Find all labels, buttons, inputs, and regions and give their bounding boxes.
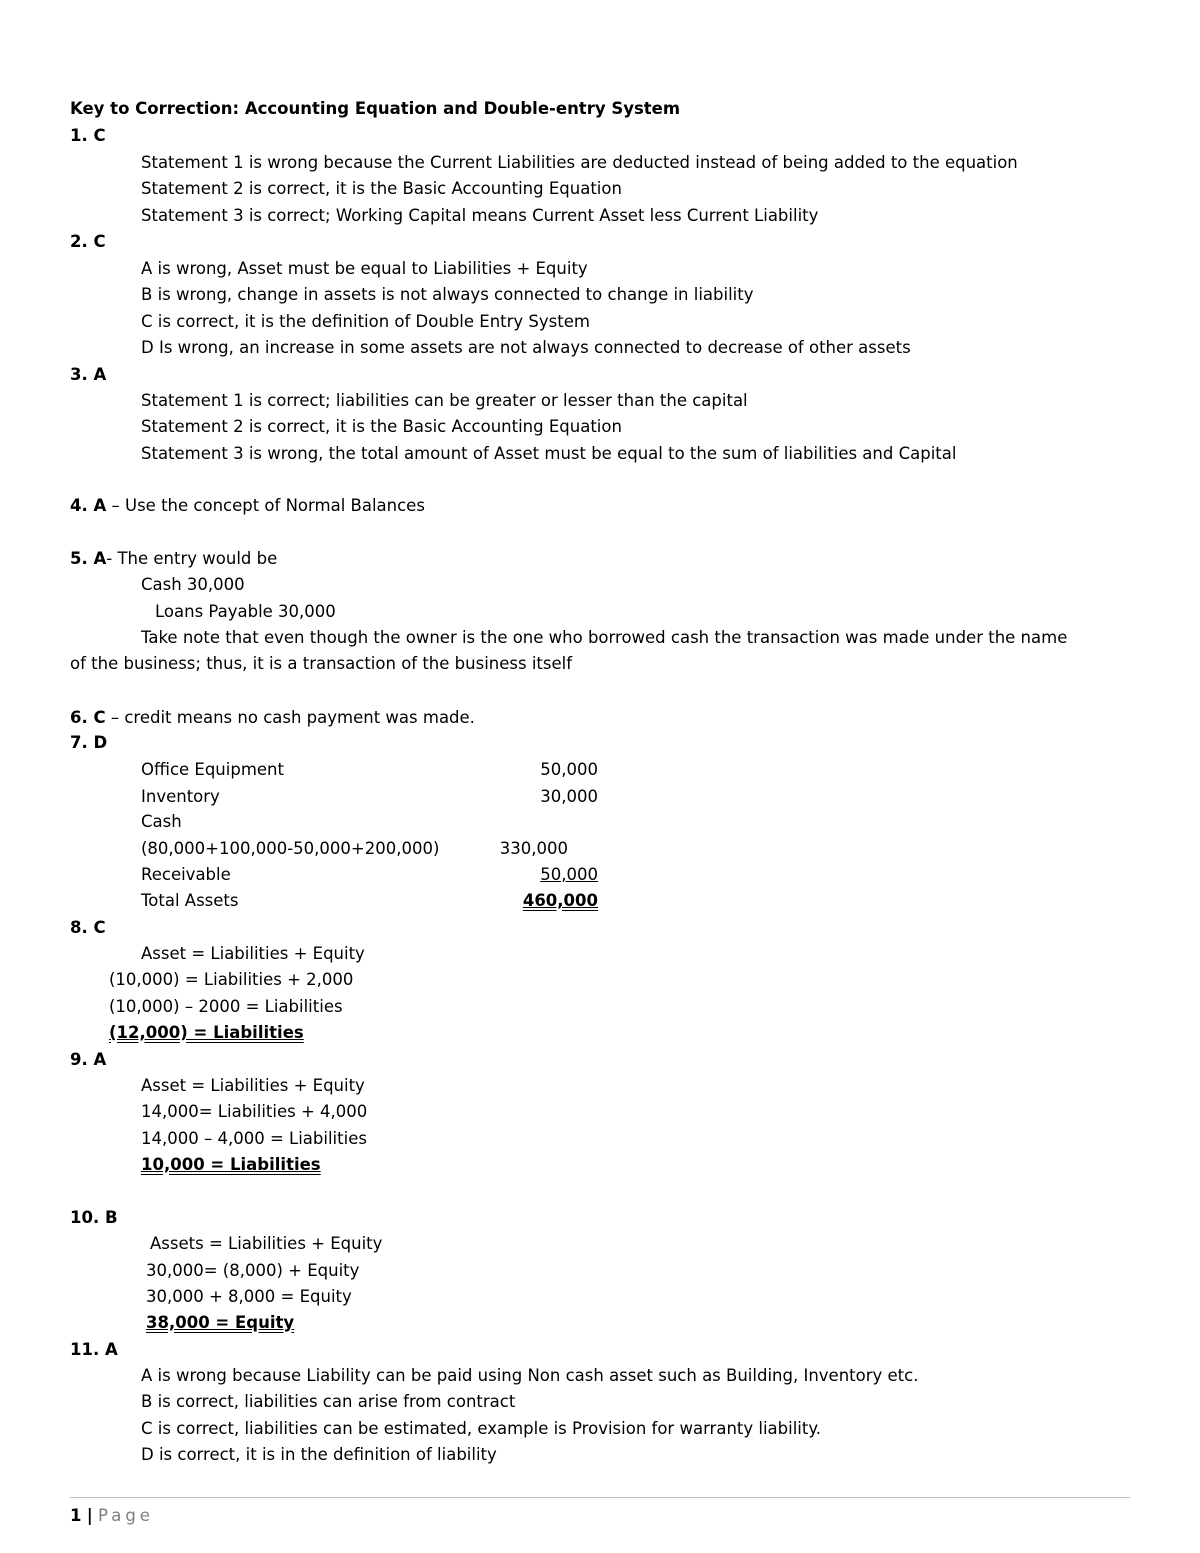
q7-receivable: Receivable: [141, 865, 231, 884]
q11-line: C is correct, liabilities can be estimated, example is Provision for warranty liability.: [141, 1419, 822, 1438]
q5-row: [70, 548, 277, 570]
q5-text: - The entry would be: [106, 549, 278, 568]
q11-line: D is correct, it is in the definition of liability: [141, 1445, 497, 1464]
q11-line: A is wrong because Liability can be paid using Non cash asset such as Building, Inventory etc.: [141, 1366, 919, 1385]
q9-result: 10,000 = Liabilities: [141, 1155, 321, 1174]
footer-divider: [70, 1497, 1130, 1498]
q4-row: [70, 495, 425, 517]
q4-answer: 4. A: [70, 496, 107, 515]
q11-answer: 11. A: [70, 1340, 118, 1359]
q9-line: Asset = Liabilities + Equity: [141, 1076, 365, 1095]
q9-line: 14,000 – 4,000 = Liabilities: [141, 1129, 367, 1148]
q7-inventory-amount: 30,000: [540, 787, 598, 806]
q4-text: – Use the concept of Normal Balances: [106, 496, 425, 515]
q2-answer: 2. C: [70, 232, 106, 251]
q7-cash: Cash: [141, 812, 182, 831]
q5-note-cont: of the business; thus, it is a transaction of the business itself: [70, 654, 573, 673]
q2-line: D Is wrong, an increase in some assets are not always connected to decrease of other assets: [141, 338, 911, 357]
q7-total-amount: 460,000: [522, 891, 598, 910]
q7-inventory: Inventory: [141, 787, 220, 806]
q11-line: B is correct, liabilities can arise from contract: [141, 1392, 516, 1411]
q1-line: Statement 3 is correct; Working Capital means Current Asset less Current Liability: [141, 206, 819, 225]
q3-line: Statement 3 is wrong, the total amount of Asset must be equal to the sum of liabilities and Capital: [141, 444, 957, 463]
q5-entry-debit: Cash 30,000: [141, 575, 245, 594]
q6-text: – credit means no cash payment was made.: [105, 708, 475, 727]
q2-line: B is wrong, change in assets is not always connected to change in liability: [141, 285, 754, 304]
q10-line: Assets = Liabilities + Equity: [150, 1234, 383, 1253]
q2-line: A is wrong, Asset must be equal to Liabilities + Equity: [141, 259, 588, 278]
q3-answer: 3. A: [70, 365, 107, 384]
q5-entry-credit: Loans Payable 30,000: [155, 602, 336, 621]
q10-line: 30,000= (8,000) + Equity: [146, 1261, 360, 1280]
q2-line: C is correct, it is the definition of Double Entry System: [141, 312, 590, 331]
page-label: Page: [98, 1506, 154, 1525]
q6-row: [70, 707, 475, 729]
q1-line: Statement 2 is correct, it is the Basic Accounting Equation: [141, 179, 622, 198]
q10-result: 38,000 = Equity: [146, 1313, 295, 1332]
q7-receivable-amount: 50,000: [540, 865, 598, 884]
q10-line: 30,000 + 8,000 = Equity: [146, 1287, 352, 1306]
q7-cash-calc: (80,000+100,000-50,000+200,000): [141, 839, 440, 858]
q8-result: (12,000) = Liabilities: [109, 1023, 304, 1042]
document-title: Key to Correction: Accounting Equation and Double-entry System: [70, 99, 681, 118]
q7-cash-amount: 330,000: [499, 839, 568, 858]
q3-line: Statement 1 is correct; liabilities can be greater or lesser than the capital: [141, 391, 748, 410]
q7-total-assets: Total Assets: [141, 891, 239, 910]
q7-office-equipment-amount: 50,000: [540, 760, 598, 779]
q8-line: (10,000) = Liabilities + 2,000: [109, 970, 354, 989]
q5-note: Take note that even though the owner is the one who borrowed cash the transaction was made under the name: [141, 628, 1068, 647]
q9-answer: 9. A: [70, 1050, 107, 1069]
q1-line: Statement 1 is wrong because the Current Liabilities are deducted instead of being added to the equation: [141, 153, 1018, 172]
q1-answer: 1. C: [70, 126, 106, 145]
q7-answer: 7. D: [70, 733, 108, 752]
q9-line: 14,000= Liabilities + 4,000: [141, 1102, 368, 1121]
q8-line: (10,000) – 2000 = Liabilities: [109, 997, 343, 1016]
q5-answer: 5. A: [70, 549, 107, 568]
q10-answer: 10. B: [70, 1208, 118, 1227]
q8-answer: 8. C: [70, 918, 106, 937]
q7-office-equipment: Office Equipment: [141, 760, 284, 779]
page-separator: |: [86, 1506, 93, 1525]
q3-line: Statement 2 is correct, it is the Basic Accounting Equation: [141, 417, 622, 436]
page-number: 1: [70, 1506, 82, 1525]
q6-answer: 6. C: [70, 708, 106, 727]
page-footer: [70, 1505, 154, 1527]
q8-line: Asset = Liabilities + Equity: [141, 944, 365, 963]
